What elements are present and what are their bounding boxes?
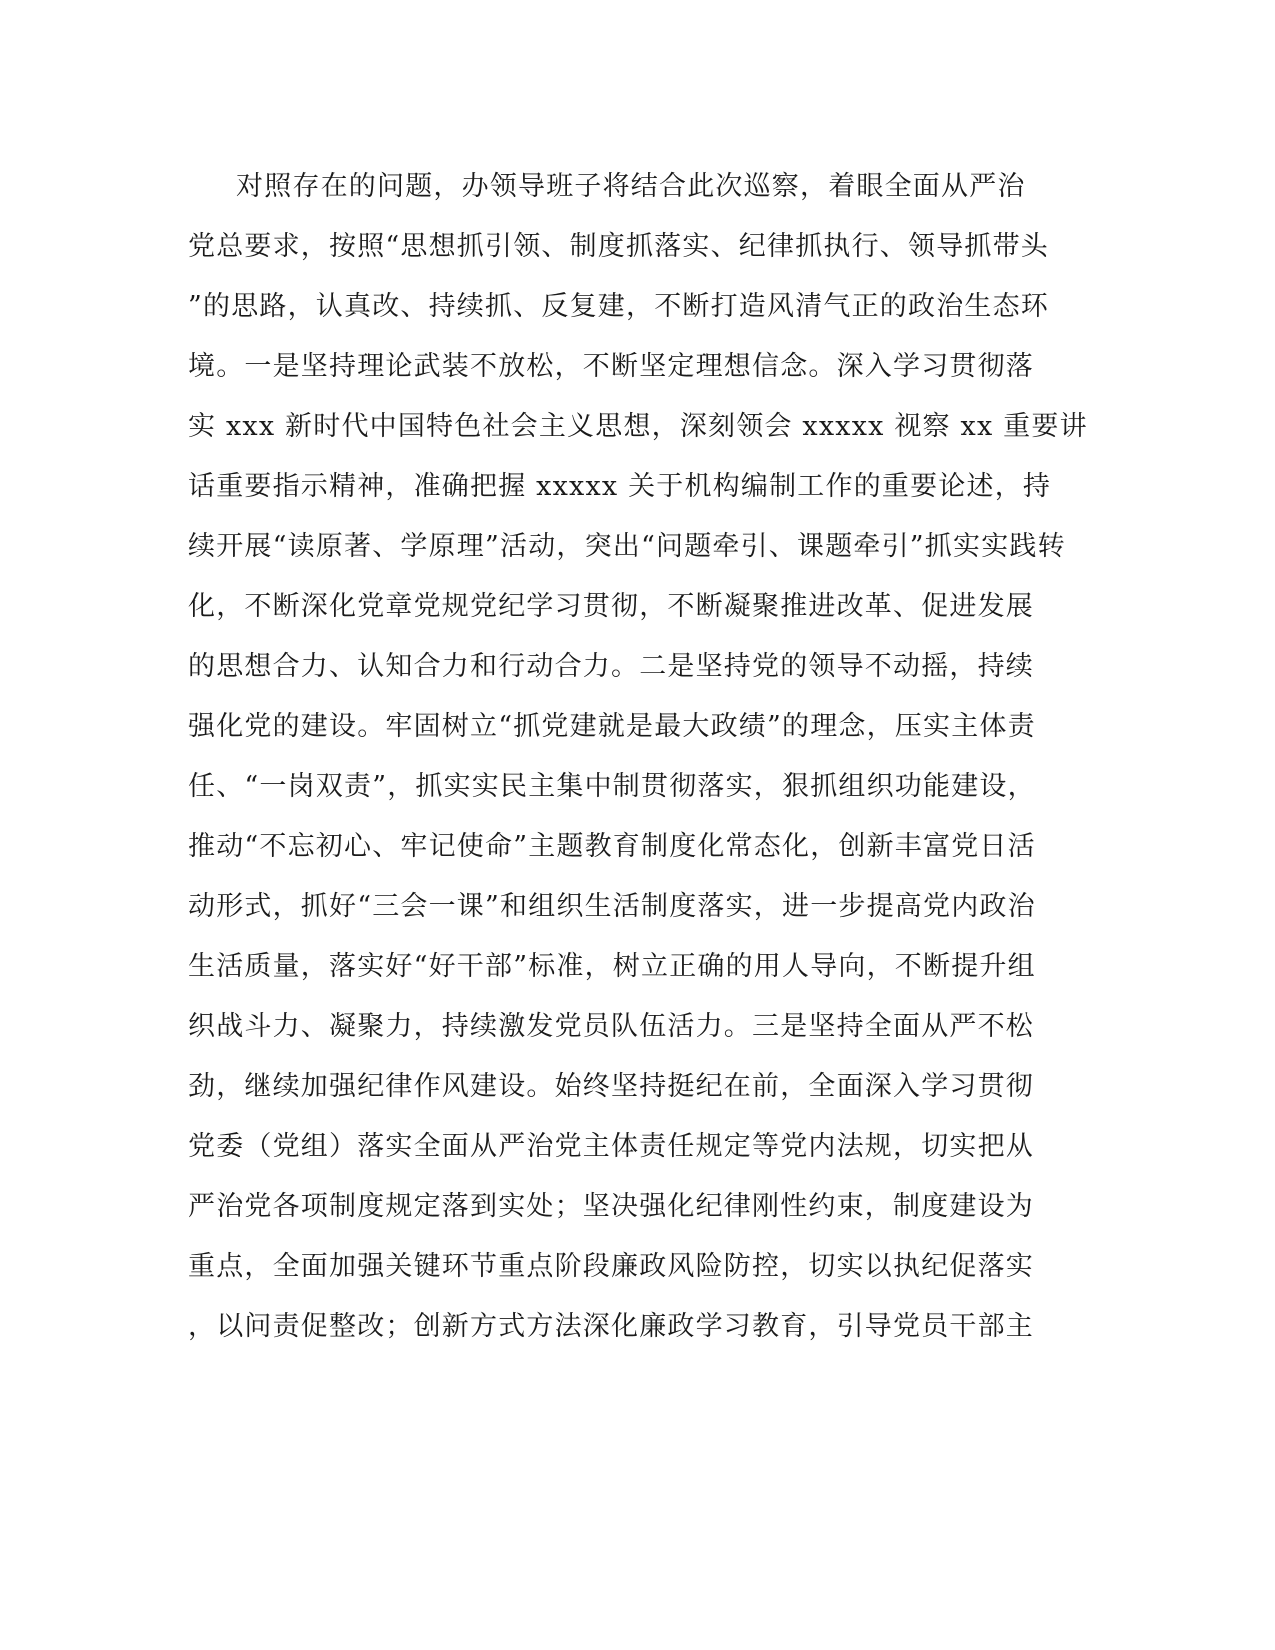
paragraph-line-9: 的思想合力、认知合力和行动合力。二是坚持党的领导不动摇，持续 bbox=[188, 651, 1034, 682]
paragraph-line-8: 化，不断深化党章党规党纪学习贯彻，不断凝聚推进改革、促进发展 bbox=[188, 591, 1034, 622]
body-paragraph bbox=[188, 166, 1088, 1366]
paragraph-line-14: 生活质量，落实好“好干部”标准，树立正确的用人导向，不断提升组 bbox=[188, 951, 1036, 982]
paragraph-line-4: 境。一是坚持理论武装不放松，不断坚定理想信念。深入学习贯彻落 bbox=[188, 351, 1034, 382]
paragraph-line-16: 劲，继续加强纪律作风建设。始终坚持挺纪在前，全面深入学习贯彻 bbox=[188, 1071, 1034, 1102]
paragraph-line-11: 任、“一岗双责”，抓实实民主集中制贯彻落实，狠抓组织功能建设， bbox=[188, 771, 1036, 802]
paragraph-line-6: 话重要指示精神，准确把握 xxxxx 关于机构编制工作的重要论述，持 bbox=[188, 471, 1052, 502]
paragraph-line-10: 强化党的建设。牢固树立“抓党建就是最大政绩”的理念，压实主体责 bbox=[188, 711, 1036, 742]
paragraph-line-7: 续开展“读原著、学原理”活动，突出“问题牵引、课题牵引”抓实实践转 bbox=[188, 531, 1066, 562]
paragraph-line-1: 对照存在的问题，办领导班子将结合此次巡察，着眼全面从严治 bbox=[236, 171, 1026, 202]
paragraph-line-3: ”的思路，认真改、持续抓、反复建，不断打造风清气正的政治生态环 bbox=[188, 291, 1050, 322]
paragraph-line-19: 重点，全面加强关键环节重点阶段廉政风险防控，切实以执纪促落实 bbox=[188, 1251, 1034, 1282]
paragraph-line-17: 党委（党组）落实全面从严治党主体责任规定等党内法规，切实把从 bbox=[188, 1131, 1034, 1162]
paragraph-line-2: 党总要求，按照“思想抓引领、制度抓落实、纪律抓执行、领导抓带头 bbox=[188, 231, 1050, 262]
paragraph-line-18: 严治党各项制度规定落到实处；坚决强化纪律刚性约束，制度建设为 bbox=[188, 1191, 1034, 1222]
paragraph-line-5: 实 xxx 新时代中国特色社会主义思想，深刻领会 xxxxx 视察 xx 重要讲 bbox=[188, 411, 1088, 442]
paragraph-line-13: 动形式，抓好“三会一课”和组织生活制度落实，进一步提高党内政治 bbox=[188, 891, 1036, 922]
paragraph-line-15: 织战斗力、凝聚力，持续激发党员队伍活力。三是坚持全面从严不松 bbox=[188, 1011, 1034, 1042]
paragraph-line-12: 推动“不忘初心、牢记使命”主题教育制度化常态化，创新丰富党日活 bbox=[188, 831, 1036, 862]
paragraph-line-20: ，以问责促整改；创新方式方法深化廉政学习教育，引导党员干部主 bbox=[188, 1311, 1034, 1342]
